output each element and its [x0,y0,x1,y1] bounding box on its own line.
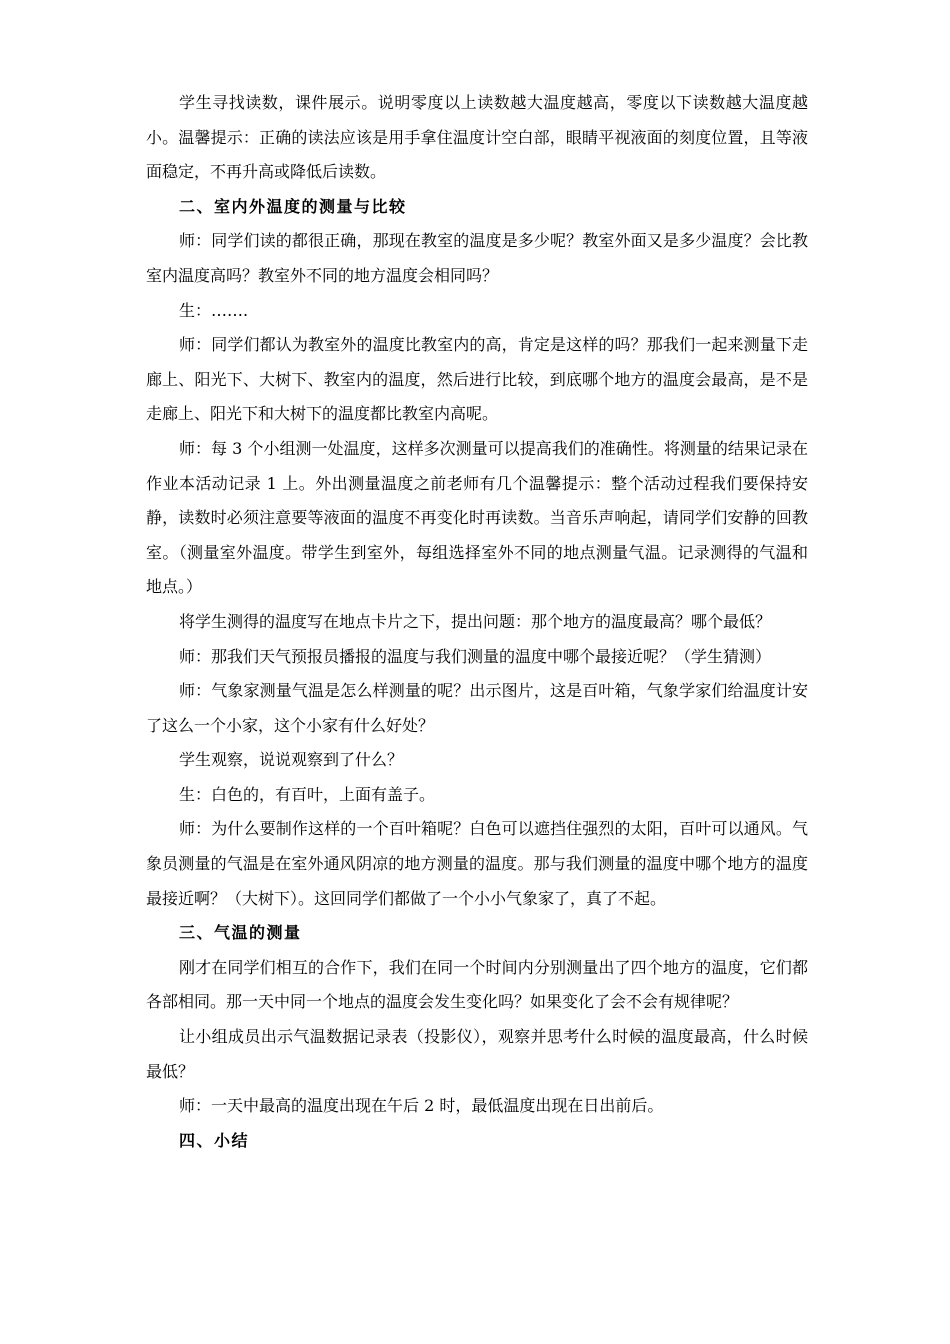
paragraph-student-answer: 生：……. [179,300,249,320]
section-heading-air-temperature: 三、气温的测量 [179,923,302,943]
paragraph-louver-box: 师：气象家测量气温是怎么样测量的呢？出示图片，这是百叶箱，气象学家们给温度计安了这么一个小家，这个小家有什么好处？ [146,681,808,735]
paragraph-student-describe: 生：白色的，有百叶，上面有盖子。 [179,784,436,804]
paragraph-teacher-compare: 师：同学们都认为教室外的温度比教室内的高，肯定是这样的吗？那我们一起来测量下走廊上、阳光下、大树下、教室内的温度，然后进行比较，到底哪个地方的温度会最高，是不是走廊上、阳光下和大树下的温度都比教室内高呢。 [146,335,808,424]
paragraph-forecast-question: 师：那我们天气预报员播报的温度与我们测量的温度中哪个最接近呢？（学生猜测） [179,646,772,666]
section-heading-summary: 四、小结 [179,1130,250,1150]
paragraph-teacher-explain: 师：为什么要制作这样的一个百叶箱呢？白色可以遮挡住强烈的太阳，百叶可以通风。气象员测量的气温是在室外通风阴凉的地方测量的温度。那与我们测量的温度中哪个地方的温度最接近啊？（大树下）。这回同学们都做了一个小小气象家了，真了不起。 [146,819,808,908]
paragraph-reading-method: 学生寻找读数，课件展示。说明零度以上读数越大温度越高，零度以下读数越大温度越小。温馨提示：正确的读法应该是用手拿住温度计空白部，眼睛平视液面的刻度位置，且等液面稳定，不再升高或降低后读数。 [146,93,808,182]
paragraph-data-table: 让小组成员出示气温数据记录表（投影仪），观察并思考什么时候的温度最高，什么时候最低？ [146,1027,808,1081]
paragraph-teacher-groups: 师：每 3 个小组测一处温度，这样多次测量可以提高我们的准确性。将测量的结果记录在作业本活动记录 1 上。外出测量温度之前老师有几个温馨提示：整个活动过程我们要保持安静，读数时必须注意要等液面的温度不再变化时再读数。当音乐声响起，请同学们安静的回教室。（测量室外温度。带学生到室外，每组选择室外不同的地点测量气温。记录测得的气温和地点。） [146,438,808,597]
section-heading-indoor-outdoor: 二、室内外温度的测量与比较 [179,196,407,216]
document-page [146,86,808,1158]
paragraph-student-observe: 学生观察，说说观察到了什么？ [179,750,404,770]
paragraph-record-cards: 将学生测得的温度写在地点卡片之下，提出问题：那个地方的温度最高？哪个最低？ [179,611,772,631]
paragraph-teacher-question: 师：同学们读的都很正确，那现在教室的温度是多少呢？教室外面又是多少温度？会比教室内温度高吗？教室外不同的地方温度会相同吗？ [146,231,808,285]
paragraph-daily-change: 刚才在同学们相互的合作下，我们在同一个时间内分别测量出了四个地方的温度，它们都各部相同。那一天中同一个地点的温度会发生变化吗？如果变化了会不会有规律呢？ [146,957,808,1012]
paragraph-highest-lowest: 师：一天中最高的温度出现在午后 2 时，最低温度出现在日出前后。 [179,1096,664,1116]
